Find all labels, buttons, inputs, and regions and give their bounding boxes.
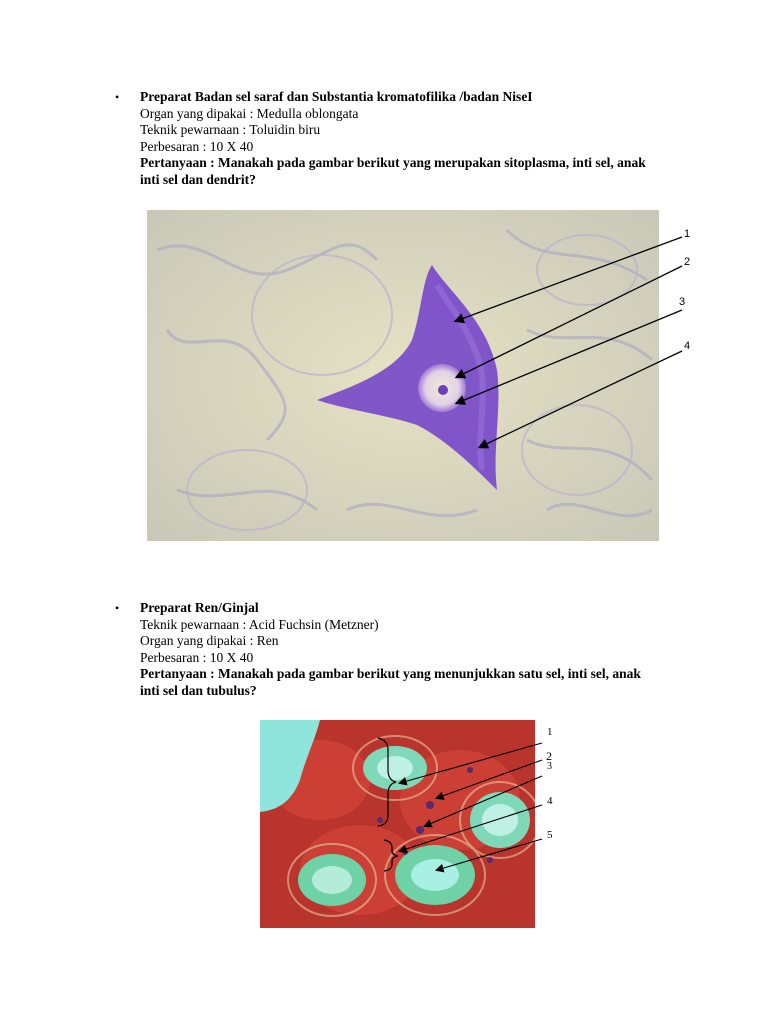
magnification-line: Perbesaran : 10 X 40 <box>140 649 254 665</box>
technique-line: Teknik pewarnaan : Acid Fuchsin (Metzner) <box>140 616 379 632</box>
organ-line: Organ yang dipakai : Medulla oblongata <box>140 105 359 121</box>
section-kidney <box>115 600 660 699</box>
section-neuron <box>115 89 660 188</box>
figure2-label-1: 1 <box>547 726 553 738</box>
technique-line: Teknik pewarnaan : Toluidin biru <box>140 122 321 137</box>
question-text: Pertanyaan : Manakah pada gambar berikut yang menunjukkan satu sel, inti sel, anak inti sel dan tubulus? <box>140 666 641 698</box>
figure2-label-2: 2 <box>546 749 552 763</box>
neuron-micrograph <box>147 210 659 541</box>
figure2-label-4: 4 <box>547 795 553 807</box>
figure1-label-2: 2 <box>684 256 691 268</box>
figure2-label-3: 3 <box>547 761 552 772</box>
bullet: • <box>115 601 120 615</box>
organ-line: Organ yang dipakai : Ren <box>140 633 279 648</box>
figure1-label-4: 4 <box>684 340 691 352</box>
figure2-label-5: 5 <box>547 829 553 841</box>
section-title: Preparat Ren/Ginjal <box>140 600 259 615</box>
section-title: Preparat Badan sel saraf dan Substantia kromatofilika /badan NiseI <box>140 89 533 104</box>
bullet: • <box>115 90 120 104</box>
figure1-label-3: 3 <box>679 296 686 308</box>
figure1-label-1: 1 <box>684 228 691 240</box>
question-text: Pertanyaan : Manakah pada gambar berikut yang merupakan sitoplasma, inti sel, anak inti sel dan dendrit? <box>140 155 646 187</box>
kidney-micrograph <box>260 720 535 928</box>
magnification-line: Perbesaran : 10 X 40 <box>140 138 254 154</box>
